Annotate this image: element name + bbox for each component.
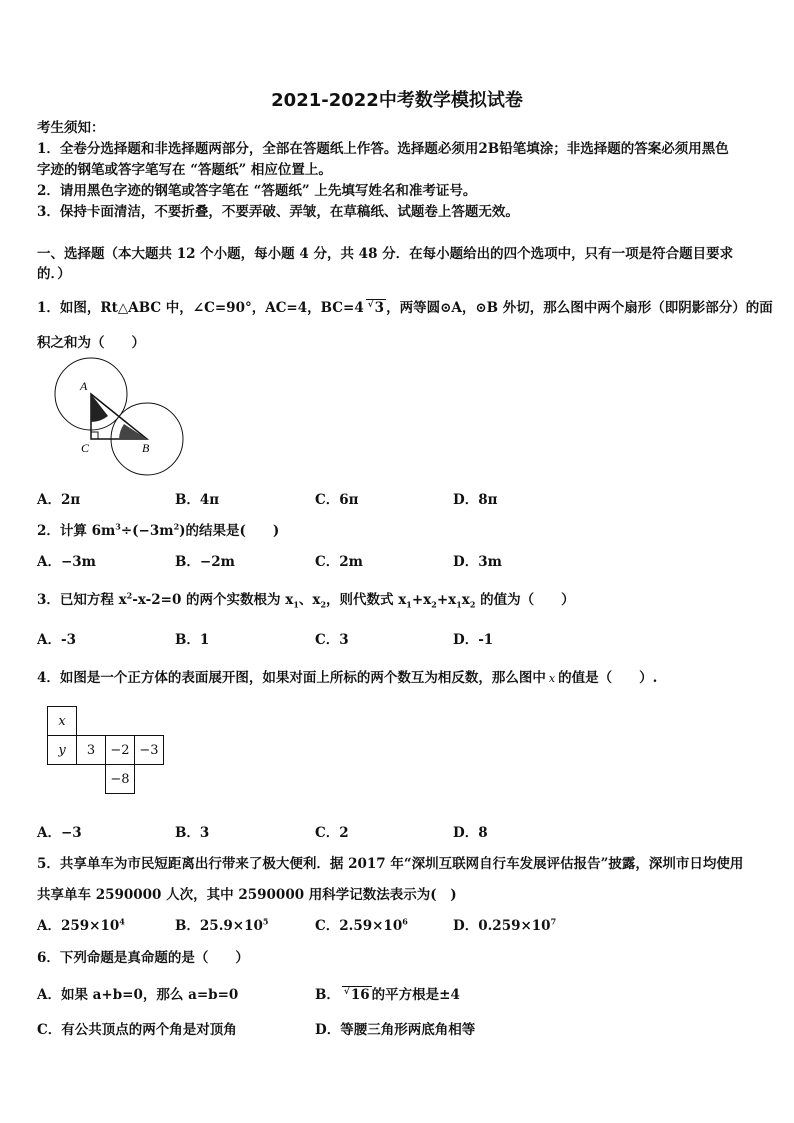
q3-sup: 2 [126, 590, 133, 601]
cube-cell-neg8: −8 [106, 765, 135, 794]
q5-option-d [453, 914, 556, 934]
q5-option-c-base: C．2.59×10 [315, 918, 403, 934]
q6-option-b [315, 983, 460, 1003]
q2-sup-1: 3 [115, 521, 121, 532]
q5-option-b [175, 914, 268, 934]
q4-option-b: B．3 [175, 825, 210, 841]
q5-option-a-exp: 4 [119, 916, 125, 927]
q2-stem [37, 519, 279, 539]
section-header-line-2: 的．） [37, 266, 71, 282]
q3-sub-2c: 2 [469, 599, 476, 610]
q5-option-a [37, 914, 125, 934]
q5-option-d-base: D．0.259×10 [453, 918, 551, 934]
q2-option-d: D．3m [453, 554, 502, 570]
q3-part-h: 的值为（ ） [475, 592, 575, 608]
cube-cell-3: 3 [77, 736, 106, 765]
q2-option-c: C．2m [315, 554, 363, 570]
q3-part-c: 、x [298, 592, 321, 608]
q5-option-b-base: B．25.9×10 [175, 918, 263, 934]
q2-sup-2: 2 [173, 521, 180, 532]
cube-cell-x: x [48, 707, 77, 736]
section-header-line-1: 一、选择题（本大题共 12 个小题，每小题 4 分，共 48 分．在每小题给出的四个选项中，只有一项是符合题目要求 [37, 246, 734, 262]
q5-option-a-base: A．259×10 [37, 918, 120, 934]
q5-option-c [315, 914, 408, 934]
q2-stem-post: )的结果是( ) [179, 523, 280, 539]
cube-cell-y: y [48, 736, 77, 765]
notice-line-1a: 1．全卷分选择题和非选择题两部分，全部在答题纸上作答。选择题必须用2B铅笔填涂；非选择题的答案必须用黑色 [37, 141, 729, 157]
q5-option-d-exp: 7 [550, 916, 557, 927]
q4-stem-pre: 4．如图是一个正方体的表面展开图，如果对面上所标的两个数互为相反数，那么图中 [37, 670, 546, 686]
label-a: A [80, 379, 88, 393]
page-title: 2021-2022中考数学模拟试卷 [271, 90, 523, 111]
q6-stem: 6．下列命题是真命题的是（ ） [37, 950, 249, 966]
q3-part-f: +x [436, 592, 457, 608]
q6-option-b-post: 的平方根是±4 [371, 987, 460, 1003]
q1-option-b: B．4π [175, 492, 220, 508]
q1-stem-post: ，两等圆⊙A，⊙B 外切，那么图中两个扇形（即阴影部分）的面 [386, 300, 773, 316]
q2-option-a: A．−3m [37, 554, 96, 570]
q2-option-b: B．−2m [175, 554, 235, 570]
q4-option-a: A．−3 [37, 825, 82, 841]
q5-stem-line-1: 5．共享单车为市民短距离出行带来了极大便利．据 2017 年“深圳互联网自行车发展评估报告”披露，深圳市日均使用 [37, 856, 744, 872]
cube-cell-empty [106, 707, 135, 736]
q3-part-d: ，则代数式 x [326, 592, 407, 608]
q1-stem-pre: 1．如图，Rt△ABC 中，∠C=90°，AC=4，BC=4 [37, 300, 364, 316]
cube-cell-empty [48, 765, 77, 794]
q3-sub-1a: 1 [293, 599, 299, 610]
q2-stem-mid: ÷(−3m [120, 523, 174, 539]
cube-cell-empty [77, 707, 106, 736]
q3-part-b: -x-2=0 的两个实数根为 x [132, 592, 294, 608]
q2-stem-pre: 2．计算 6m [37, 523, 116, 539]
q6-option-c: C．有公共顶点的两个角是对顶角 [37, 1022, 237, 1038]
q1-option-a: A．2π [37, 492, 81, 508]
q6-sqrt: √16 [343, 987, 370, 1003]
q3-sub-2a: 2 [320, 599, 327, 610]
q3-sub-1c: 1 [456, 599, 462, 610]
q5-option-b-exp: 5 [262, 916, 269, 927]
q6-option-a: A．如果 a+b=0，那么 a=b=0 [37, 987, 239, 1003]
q5-stem-line-2: 共享单车 2590000 人次，其中 2590000 用科学记数法表示为( ) [37, 887, 457, 903]
cube-cell-empty [77, 765, 106, 794]
q6-option-b-pre: B． [315, 987, 340, 1003]
q3-part-g: x [461, 592, 470, 608]
q3-option-c: C．3 [315, 632, 349, 648]
sector-b-shaded [119, 424, 147, 439]
cube-cell-empty [135, 765, 164, 794]
label-b: B [142, 441, 150, 455]
q1-option-c: C．6π [315, 492, 359, 508]
q3-option-a: A．-3 [37, 632, 76, 648]
notice-line-3: 3．保持卡面清洁，不要折叠，不要弄破、弄皱，在草稿纸、试题卷上答题无效。 [37, 204, 519, 220]
q4-stem [37, 666, 657, 686]
q4-var: x [548, 672, 556, 685]
q4-option-c: C．2 [315, 825, 349, 841]
q5-option-c-exp: 6 [402, 916, 408, 927]
notice-line-1b: 字迹的钢笔或答字笔写在 “答题纸” 相应位置上。 [37, 162, 332, 178]
q3-stem [37, 588, 575, 610]
q3-part-e: +x [411, 592, 432, 608]
cube-net [47, 706, 164, 794]
q3-sub-1b: 1 [406, 599, 412, 610]
q4-option-d: D．8 [453, 825, 488, 841]
q6-sqrt-value: 16 [350, 987, 370, 1003]
q3-sub-2b: 2 [431, 599, 437, 610]
label-c: C [81, 441, 90, 455]
q4-stem-post: 的值是（ ）. [558, 670, 658, 686]
q1-stem-line-2: 积之和为（ ） [37, 335, 145, 351]
cube-cell-neg2: −2 [106, 736, 135, 765]
q1-stem-line-1 [37, 296, 773, 316]
q3-option-d: D．-1 [453, 632, 494, 648]
cube-cell-neg3: −3 [135, 736, 164, 765]
q6-option-d: D．等腰三角形两底角相等 [315, 1022, 476, 1038]
q3-part-a: 3．已知方程 x [37, 592, 127, 608]
q3-option-b: B．1 [175, 632, 210, 648]
q1-sqrt: √3 [367, 300, 385, 316]
q1-figure [50, 356, 190, 481]
right-angle-mark [91, 432, 98, 439]
notice-line-2: 2．请用黑色字迹的钢笔或答字笔在 “答题纸” 上先填写姓名和准考证号。 [37, 183, 477, 199]
sector-a-shaded [91, 394, 108, 422]
q1-option-d: D．8π [453, 492, 498, 508]
cube-cell-empty [135, 707, 164, 736]
notice-heading: 考生须知： [37, 120, 105, 136]
q1-sqrt-value: 3 [374, 300, 385, 316]
